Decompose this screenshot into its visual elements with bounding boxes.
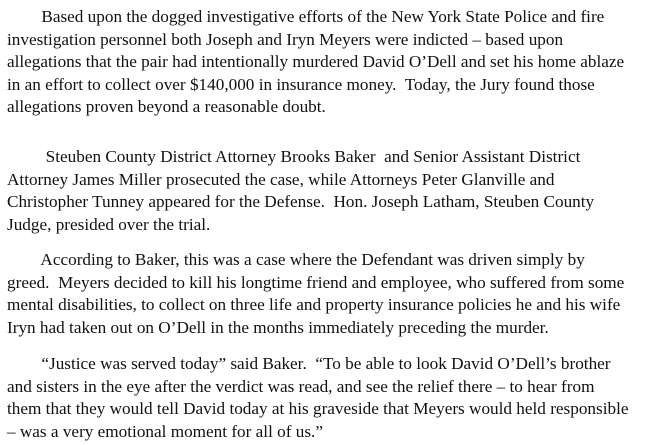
text-line: in an effort to collect over $140,000 in insurance money. Today, the Jury found those <box>7 74 595 94</box>
text-line: Steuben County District Attorney Brooks Baker and Senior Assistant District <box>7 147 581 166</box>
paragraph-indictment <box>7 6 624 119</box>
text-line: allegations proven beyond a reasonable doubt. <box>7 97 326 116</box>
paragraph-motive <box>7 249 624 339</box>
text-line: “Justice was served today” said Baker. “To be able to look David O’Dell’s brother <box>7 354 611 373</box>
paragraph-prosecution <box>7 146 594 236</box>
text-line: Judge, presided over the trial. <box>7 214 211 234</box>
paragraph-quote <box>7 353 628 443</box>
text-line: greed. Meyers decided to kill his longtime friend and employee, who suffered from some <box>7 272 625 292</box>
text-line: Iryn had taken out on O’Dell in the months immediately preceding the murder. <box>7 317 549 337</box>
text-line: mental disabilities, to collect on three life and property insurance policies he and his wife <box>7 295 621 314</box>
text-line: Attorney James Miller prosecuted the case, while Attorneys Peter Glanville and <box>7 169 555 189</box>
text-line: investigation personnel both Joseph and Iryn Meyers were indicted – based upon <box>7 29 564 49</box>
text-line: them that they would tell David today at his graveside that Meyers would held responsible <box>7 399 629 418</box>
text-line: – was a very emotional moment for all of us.” <box>7 421 323 441</box>
text-line: and sisters in the eye after the verdict was read, and see the relief there – to hear from <box>7 376 595 396</box>
text-line: Christopher Tunney appeared for the Defense. Hon. Joseph Latham, Steuben County <box>7 192 595 211</box>
text-line: Based upon the dogged investigative efforts of the New York State Police and fire <box>7 7 605 26</box>
text-line: allegations that the pair had intentionally murdered David O’Dell and set his home ablaze <box>7 52 625 71</box>
text-line: According to Baker, this was a case where the Defendant was driven simply by <box>7 250 585 269</box>
